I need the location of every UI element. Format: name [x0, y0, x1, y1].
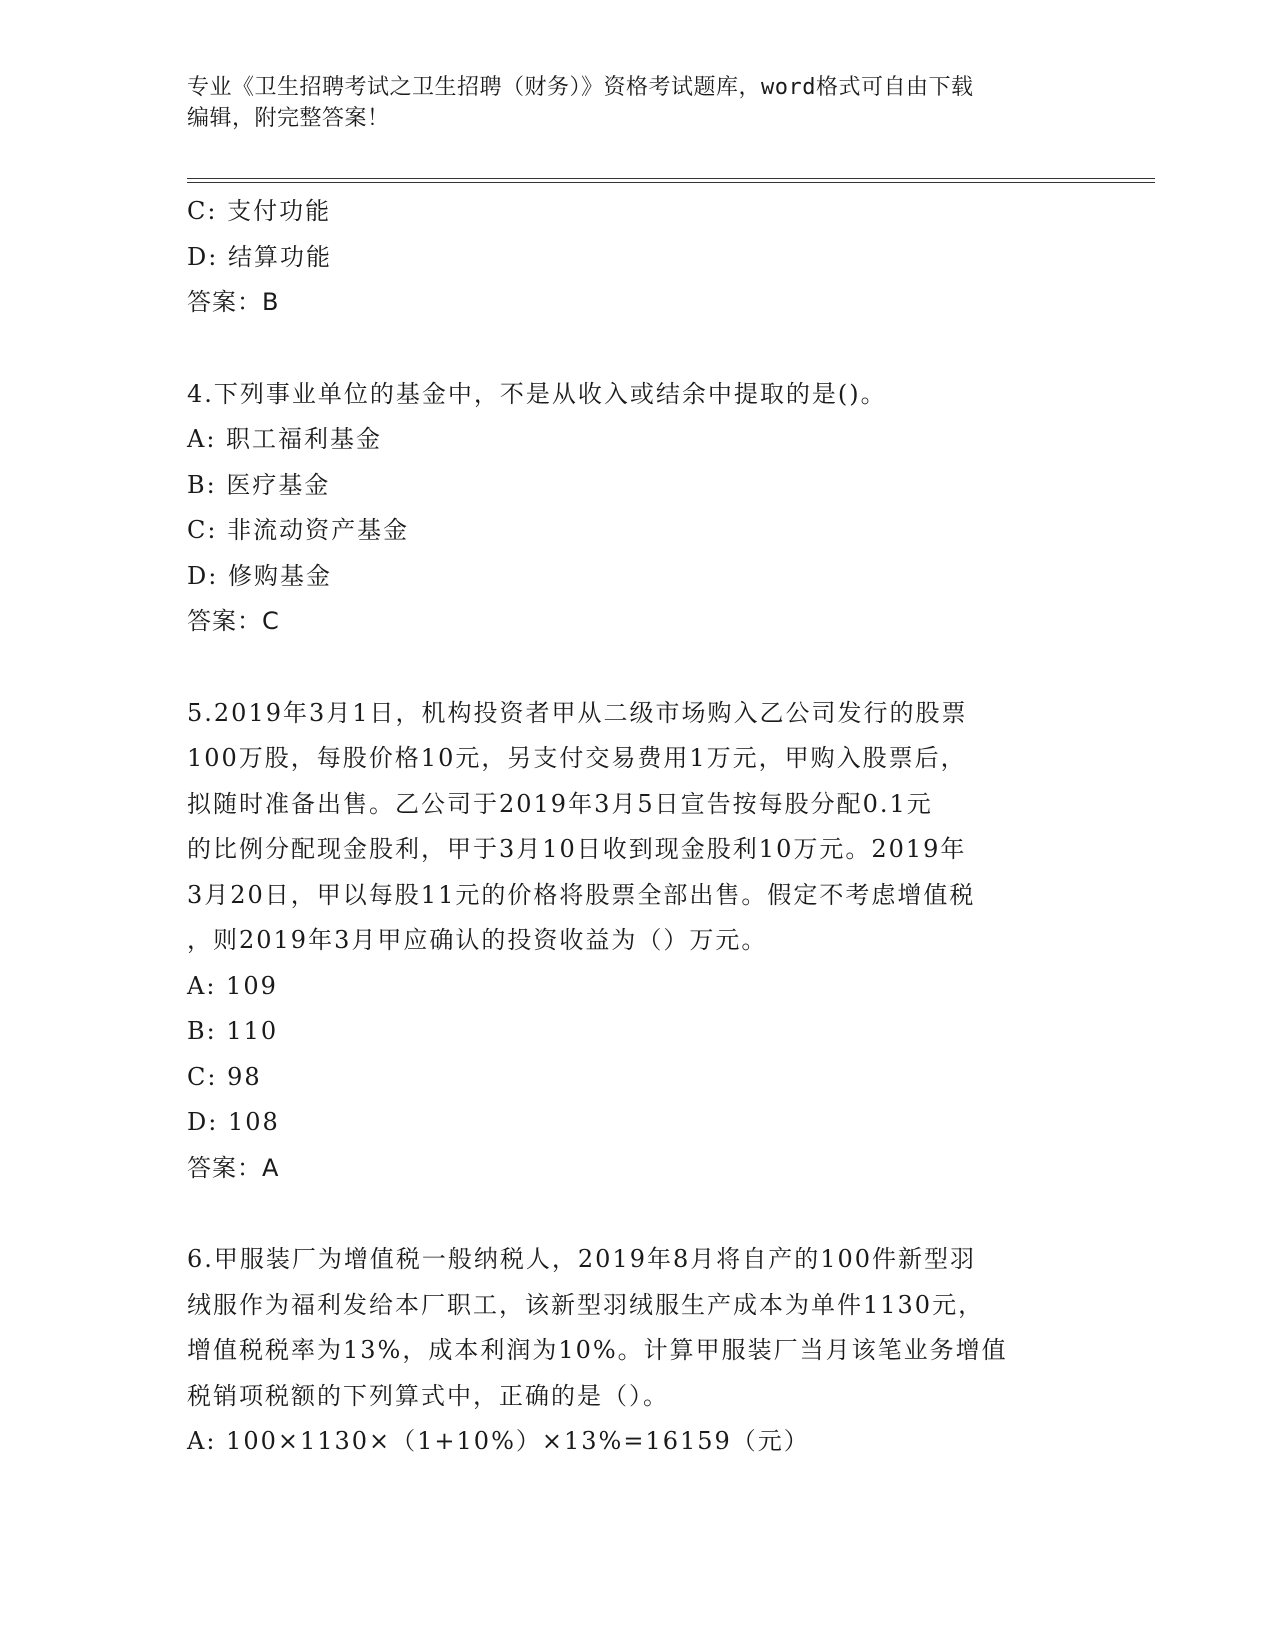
q3-option-c: C: 支付功能	[187, 197, 332, 225]
q5-option-d: D: 108	[187, 1108, 280, 1136]
q3-answer: 答案：B	[187, 288, 280, 316]
q4-stem: 4.下列事业单位的基金中，不是从收入或结余中提取的是()。	[187, 379, 887, 408]
q6-stem-line: 绒服作为福利发给本厂职工，该新型羽绒服生产成本为单件1130元，	[187, 1290, 985, 1319]
spacer	[187, 326, 1087, 372]
q4-option-b: B: 医疗基金	[187, 470, 331, 499]
header-divider-bottom	[187, 182, 1155, 183]
q5-option-b: B: 110	[187, 1017, 279, 1045]
q5-option-c: C: 98	[187, 1062, 262, 1091]
header-divider-top	[187, 178, 1155, 179]
q5-stem-line: 5.2019年3月1日，机构投资者甲从二级市场购入乙公司发行的股票	[187, 698, 968, 727]
document-body	[187, 189, 1087, 1465]
header-line-1: 专业《卫生招聘考试之卫生招聘（财务）》资格考试题库，word格式可自由下载	[187, 75, 974, 100]
q5-answer: 答案：A	[187, 1153, 280, 1182]
q4-option-d: D: 修购基金	[187, 561, 332, 590]
q5-stem-line: 拟随时准备出售。乙公司于2019年3月5日宣告按每股分配0.1元	[187, 789, 933, 818]
q5-stem-line: 3月20日，甲以每股11元的价格将股票全部出售。假定不考虑增值税	[187, 880, 976, 909]
q4-answer: 答案：C	[187, 607, 280, 635]
q6-stem-line: 税销项税额的下列算式中，正确的是（）。	[187, 1381, 669, 1410]
q4-option-c: C: 非流动资产基金	[187, 516, 410, 544]
header-line-2: 编辑，附完整答案！	[187, 106, 390, 131]
q6-stem-line: 增值税税率为13%，成本利润为10%。计算甲服装厂当月该笔业务增值	[187, 1336, 1008, 1364]
q5-stem-line: 的比例分配现金股利，甲于3月10日收到现金股利10万元。2019年	[187, 835, 967, 863]
spacer	[187, 645, 1087, 691]
document-header	[187, 72, 1087, 134]
q6-stem-line: 6.甲服装厂为增值税一般纳税人，2019年8月将自产的100件新型羽	[187, 1245, 977, 1273]
q5-option-a: A: 109	[187, 971, 278, 1000]
q6-option-a: A: 100×1130×（1+10%）×13%=16159（元）	[187, 1427, 810, 1455]
q4-option-a: A: 职工福利基金	[187, 425, 383, 453]
q3-option-d: D: 结算功能	[187, 242, 332, 271]
spacer	[187, 1191, 1087, 1237]
q5-stem-line: ，则2019年3月甲应确认的投资收益为（）万元。	[187, 926, 768, 954]
q5-stem-line: 100万股，每股价格10元，另支付交易费用1万元，甲购入股票后，	[187, 744, 967, 772]
